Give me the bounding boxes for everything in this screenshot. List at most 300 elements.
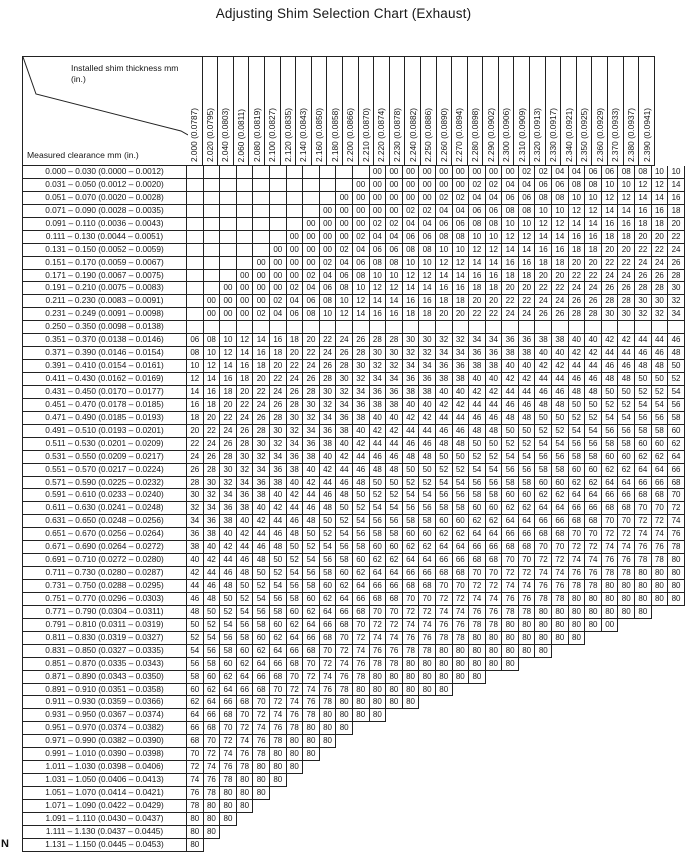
empty-cell — [253, 231, 270, 244]
shim-number-cell: 00 — [320, 205, 337, 218]
shim-number-cell: 64 — [220, 684, 237, 697]
shim-number-cell: 40 — [270, 489, 287, 502]
shim-number-cell: 56 — [270, 593, 287, 606]
shim-number-cell: 40 — [436, 386, 453, 399]
shim-number-cell: 72 — [220, 735, 237, 748]
shim-number-cell: 72 — [585, 541, 602, 554]
column-header — [638, 56, 655, 166]
shim-number-cell: 40 — [220, 528, 237, 541]
shim-number-cell: 10 — [320, 308, 337, 321]
shim-number-cell: 64 — [469, 528, 486, 541]
shim-number-cell: 14 — [569, 218, 586, 231]
shim-number-cell: 22 — [519, 295, 536, 308]
shim-number-cell: 04 — [270, 308, 287, 321]
shim-number-cell: 06 — [370, 244, 387, 257]
shim-number-cell: 28 — [635, 282, 652, 295]
shim-number-cell: 74 — [403, 619, 420, 632]
shim-number-cell: 78 — [469, 619, 486, 632]
shim-number-cell: 78 — [220, 774, 237, 787]
shim-number-cell: 00 — [386, 205, 403, 218]
shim-number-cell: 76 — [535, 580, 552, 593]
shim-number-cell: 70 — [453, 580, 470, 593]
table-row — [22, 321, 685, 334]
shim-number-cell: 70 — [469, 567, 486, 580]
shim-number-cell: 00 — [303, 257, 320, 270]
row-label: 0.711 – 0.730 (0.0280 – 0.0287) — [22, 567, 187, 580]
shim-number-cell: 80 — [652, 593, 669, 606]
shim-number-cell: 72 — [187, 761, 204, 774]
shim-number-cell: 68 — [204, 722, 221, 735]
shim-number-cell: 54 — [486, 464, 503, 477]
shim-number-cell: 46 — [386, 451, 403, 464]
shim-number-cell: 06 — [187, 334, 204, 347]
shim-number-cell: 20 — [635, 231, 652, 244]
shim-number-cell: 18 — [469, 282, 486, 295]
shim-number-cell: 12 — [519, 231, 536, 244]
shim-number-cell: 52 — [502, 438, 519, 451]
shim-number-cell: 58 — [237, 632, 254, 645]
shim-number-cell: 80 — [668, 580, 685, 593]
shim-number-cell: 72 — [453, 593, 470, 606]
shim-number-cell: 58 — [270, 606, 287, 619]
shim-number-cell: 54 — [419, 489, 436, 502]
shim-number-cell: 26 — [635, 270, 652, 283]
shim-number-cell: 36 — [187, 528, 204, 541]
shim-number-cell: 66 — [502, 528, 519, 541]
shim-number-cell: 56 — [253, 606, 270, 619]
shim-number-cell: 76 — [502, 593, 519, 606]
shim-number-cell: 06 — [585, 166, 602, 179]
shim-number-cell: 62 — [502, 502, 519, 515]
shim-number-cell: 78 — [585, 580, 602, 593]
measured-clearance-label: Measured clearance mm (in.) — [27, 150, 139, 160]
empty-cell — [353, 166, 370, 179]
shim-number-cell: 66 — [668, 464, 685, 477]
shim-number-cell: 42 — [569, 347, 586, 360]
column-header — [436, 56, 453, 166]
shim-number-cell: 36 — [486, 347, 503, 360]
shim-number-cell: 30 — [336, 373, 353, 386]
shim-number-cell: 18 — [220, 386, 237, 399]
shim-number-cell: 80 — [386, 671, 403, 684]
shim-number-cell: 32 — [668, 295, 685, 308]
shim-number-cell: 64 — [652, 464, 669, 477]
shim-number-cell: 30 — [320, 386, 337, 399]
shim-number-cell: 42 — [403, 412, 420, 425]
shim-number-cell: 44 — [635, 334, 652, 347]
shim-number-cell: 50 — [336, 502, 353, 515]
shim-number-cell: 46 — [535, 386, 552, 399]
shim-number-cell: 62 — [618, 464, 635, 477]
shim-number-cell: 46 — [585, 373, 602, 386]
shim-number-cell: 70 — [486, 567, 503, 580]
table-row — [22, 658, 685, 671]
shim-number-cell: 10 — [187, 360, 204, 373]
shim-number-cell: 14 — [585, 218, 602, 231]
shim-number-cell: 36 — [453, 360, 470, 373]
shim-number-cell: 08 — [336, 282, 353, 295]
empty-cell — [336, 179, 353, 192]
empty-cell — [585, 321, 602, 334]
shim-number-cell: 80 — [336, 722, 353, 735]
shim-number-cell: 62 — [253, 645, 270, 658]
row-label: 0.831 – 0.850 (0.0327 – 0.0335) — [22, 645, 187, 658]
shim-number-cell: 38 — [353, 412, 370, 425]
shim-number-cell: 12 — [552, 218, 569, 231]
shim-number-cell: 54 — [618, 412, 635, 425]
shim-number-cell: 04 — [569, 166, 586, 179]
shim-number-cell: 32 — [436, 334, 453, 347]
shim-number-cell: 50 — [519, 425, 536, 438]
shim-number-cell: 06 — [469, 205, 486, 218]
shim-number-cell: 72 — [303, 671, 320, 684]
row-label: 0.891 – 0.910 (0.0351 – 0.0358) — [22, 684, 187, 697]
shim-number-cell: 70 — [519, 554, 536, 567]
shim-number-cell: 44 — [486, 399, 503, 412]
shim-number-cell: 68 — [469, 554, 486, 567]
shim-number-cell: 68 — [386, 593, 403, 606]
empty-cell — [519, 321, 536, 334]
shim-number-cell: 14 — [353, 308, 370, 321]
shim-number-cell: 20 — [535, 270, 552, 283]
shim-number-cell: 50 — [486, 438, 503, 451]
shim-number-cell: 60 — [502, 489, 519, 502]
empty-cell — [652, 321, 669, 334]
shim-number-cell: 76 — [618, 554, 635, 567]
shim-number-cell: 10 — [652, 166, 669, 179]
shim-number-cell: 60 — [270, 619, 287, 632]
shim-number-cell: 14 — [618, 205, 635, 218]
shim-number-cell: 80 — [552, 606, 569, 619]
shim-number-cell: 36 — [303, 438, 320, 451]
shim-number-cell: 48 — [552, 399, 569, 412]
shim-number-cell: 52 — [204, 619, 221, 632]
shim-number-cell: 32 — [253, 451, 270, 464]
shim-number-cell: 66 — [585, 502, 602, 515]
shim-number-cell: 48 — [668, 347, 685, 360]
column-header — [233, 56, 250, 166]
column-header — [264, 56, 281, 166]
shim-number-cell: 18 — [502, 270, 519, 283]
shim-number-cell: 80 — [453, 645, 470, 658]
shim-number-cell: 00 — [419, 179, 436, 192]
shim-number-cell: 62 — [370, 554, 387, 567]
shim-number-cell: 44 — [652, 334, 669, 347]
shim-number-cell: 80 — [618, 593, 635, 606]
shim-number-cell: 28 — [652, 282, 669, 295]
empty-cell — [303, 166, 320, 179]
shim-number-cell: 50 — [386, 477, 403, 490]
shim-number-cell: 08 — [187, 347, 204, 360]
shim-number-cell: 08 — [386, 257, 403, 270]
shim-number-cell: 00 — [353, 192, 370, 205]
shim-number-cell: 04 — [403, 218, 420, 231]
shim-number-cell: 74 — [353, 645, 370, 658]
shim-number-cell: 76 — [220, 761, 237, 774]
shim-number-cell: 74 — [552, 567, 569, 580]
shim-number-cell: 14 — [237, 347, 254, 360]
empty-cell — [187, 270, 204, 283]
shim-number-cell: 26 — [220, 438, 237, 451]
shim-number-cell: 08 — [585, 179, 602, 192]
shim-number-cell: 02 — [336, 244, 353, 257]
shim-number-cell: 02 — [419, 205, 436, 218]
shim-number-cell: 14 — [535, 231, 552, 244]
shim-number-cell: 66 — [353, 593, 370, 606]
shim-number-cell: 66 — [370, 580, 387, 593]
shim-number-cell: 52 — [403, 477, 420, 490]
shim-number-cell: 74 — [602, 541, 619, 554]
shim-number-cell: 24 — [187, 451, 204, 464]
shim-number-cell: 16 — [502, 257, 519, 270]
shim-number-cell: 42 — [618, 334, 635, 347]
empty-cell — [204, 166, 221, 179]
row-label: 0.211 – 0.230 (0.0083 – 0.0091) — [22, 295, 187, 308]
shim-number-cell: 00 — [336, 218, 353, 231]
shim-number-cell: 12 — [585, 205, 602, 218]
shim-number-cell: 28 — [303, 386, 320, 399]
shim-number-cell: 14 — [502, 244, 519, 257]
column-header — [607, 56, 624, 166]
shim-number-cell: 76 — [287, 709, 304, 722]
shim-number-cell: 32 — [220, 477, 237, 490]
shim-number-cell: 80 — [585, 619, 602, 632]
shim-number-cell: 80 — [469, 632, 486, 645]
shim-number-cell: 26 — [303, 373, 320, 386]
shim-number-cell: 58 — [535, 464, 552, 477]
shim-number-cell: 32 — [453, 334, 470, 347]
shim-number-cell: 26 — [353, 334, 370, 347]
shim-number-cell: 00 — [436, 179, 453, 192]
shim-number-cell: 80 — [668, 593, 685, 606]
shim-number-cell: 56 — [618, 425, 635, 438]
shim-number-cell: 70 — [436, 580, 453, 593]
shim-number-cell: 52 — [187, 632, 204, 645]
shim-number-cell: 56 — [602, 425, 619, 438]
shim-number-cell: 54 — [469, 464, 486, 477]
shim-number-cell: 20 — [569, 257, 586, 270]
empty-cell — [204, 231, 221, 244]
shim-number-cell: 20 — [552, 270, 569, 283]
empty-cell — [253, 179, 270, 192]
shim-number-cell: 54 — [270, 580, 287, 593]
shim-number-cell: 24 — [287, 373, 304, 386]
shim-number-cell: 50 — [585, 399, 602, 412]
shim-number-cell: 80 — [403, 658, 420, 671]
shim-number-cell: 00 — [386, 179, 403, 192]
shim-number-cell: 80 — [635, 567, 652, 580]
shim-number-cell: 34 — [253, 464, 270, 477]
shim-number-cell: 78 — [668, 541, 685, 554]
shim-number-cell: 78 — [535, 593, 552, 606]
shim-number-cell: 22 — [320, 334, 337, 347]
shim-number-cell: 00 — [270, 244, 287, 257]
shim-number-cell: 40 — [187, 554, 204, 567]
shim-number-cell: 20 — [585, 257, 602, 270]
shim-number-cell: 52 — [270, 567, 287, 580]
shim-number-cell: 34 — [270, 451, 287, 464]
shim-number-cell: 00 — [403, 192, 420, 205]
shim-number-cell: 62 — [453, 528, 470, 541]
shim-number-cell: 08 — [552, 192, 569, 205]
shim-number-cell: 44 — [320, 477, 337, 490]
shim-number-cell: 58 — [519, 477, 536, 490]
shim-number-cell: 68 — [270, 671, 287, 684]
shim-number-cell: 18 — [519, 270, 536, 283]
shim-number-cell: 34 — [237, 477, 254, 490]
shim-number-cell: 30 — [253, 438, 270, 451]
row-label: 0.871 – 0.890 (0.0343 – 0.0350) — [22, 671, 187, 684]
shim-number-cell: 36 — [469, 347, 486, 360]
shim-number-cell: 66 — [253, 671, 270, 684]
shim-number-cell: 42 — [585, 347, 602, 360]
shim-number-cell: 46 — [668, 334, 685, 347]
shim-number-cell: 74 — [436, 606, 453, 619]
shim-number-cell: 06 — [552, 179, 569, 192]
empty-cell — [187, 192, 204, 205]
shim-number-cell: 72 — [519, 567, 536, 580]
column-header — [295, 56, 312, 166]
shim-number-cell: 64 — [668, 451, 685, 464]
shim-number-cell: 32 — [353, 373, 370, 386]
shim-number-cell: 40 — [552, 347, 569, 360]
row-label: 0.791 – 0.810 (0.0311 – 0.0319) — [22, 619, 187, 632]
shim-number-cell: 46 — [353, 464, 370, 477]
shim-number-cell: 66 — [552, 515, 569, 528]
shim-number-cell: 62 — [204, 684, 221, 697]
empty-cell — [237, 321, 254, 334]
table-row — [22, 709, 685, 722]
shim-number-cell: 54 — [635, 399, 652, 412]
shim-number-cell: 38 — [370, 399, 387, 412]
shim-number-cell: 46 — [370, 451, 387, 464]
column-header — [451, 56, 468, 166]
shim-number-cell: 72 — [469, 580, 486, 593]
shim-number-cell: 24 — [552, 295, 569, 308]
shim-number-cell: 22 — [535, 282, 552, 295]
shim-number-cell: 24 — [585, 282, 602, 295]
shim-number-cell: 50 — [237, 580, 254, 593]
shim-number-cell: 16 — [253, 347, 270, 360]
shim-number-cell: 26 — [535, 308, 552, 321]
shim-number-cell: 44 — [370, 438, 387, 451]
shim-number-cell: 20 — [486, 295, 503, 308]
column-header-label: 2.310 (0.0909) — [516, 108, 527, 162]
shim-number-cell: 80 — [502, 658, 519, 671]
shim-number-cell: 78 — [386, 658, 403, 671]
shim-number-cell: 50 — [436, 451, 453, 464]
shim-number-cell: 48 — [353, 477, 370, 490]
shim-number-cell: 18 — [453, 295, 470, 308]
shim-number-cell: 52 — [253, 580, 270, 593]
shim-number-cell: 66 — [469, 541, 486, 554]
shim-number-cell: 38 — [519, 347, 536, 360]
shim-number-cell: 36 — [353, 399, 370, 412]
shim-number-cell: 08 — [403, 244, 420, 257]
table-row — [22, 386, 685, 399]
shim-number-cell: 20 — [519, 282, 536, 295]
empty-cell — [270, 192, 287, 205]
shim-number-cell: 58 — [436, 502, 453, 515]
shim-number-cell: 80 — [419, 671, 436, 684]
shim-number-cell: 80 — [569, 632, 586, 645]
shim-number-cell: 14 — [220, 360, 237, 373]
shim-number-cell: 14 — [386, 295, 403, 308]
shim-number-cell: 66 — [486, 541, 503, 554]
shim-number-cell: 80 — [502, 619, 519, 632]
shim-number-cell: 12 — [635, 179, 652, 192]
shim-number-cell: 80 — [303, 735, 320, 748]
column-header-label: 2.260 (0.0890) — [438, 108, 449, 162]
shim-number-cell: 62 — [336, 580, 353, 593]
shim-number-cell: 80 — [253, 787, 270, 800]
shim-number-cell: 76 — [585, 567, 602, 580]
shim-number-cell: 54 — [370, 502, 387, 515]
shim-number-cell: 64 — [486, 528, 503, 541]
shim-number-cell: 50 — [370, 477, 387, 490]
shim-number-cell: 50 — [187, 619, 204, 632]
shim-number-cell: 44 — [204, 567, 221, 580]
shim-number-cell: 16 — [370, 308, 387, 321]
shim-number-cell: 00 — [353, 205, 370, 218]
shim-number-cell: 38 — [336, 425, 353, 438]
shim-number-cell: 48 — [469, 425, 486, 438]
shim-number-cell: 68 — [436, 567, 453, 580]
shim-number-cell: 56 — [303, 567, 320, 580]
shim-number-cell: 68 — [618, 502, 635, 515]
shim-number-cell: 62 — [569, 477, 586, 490]
shim-number-cell: 44 — [585, 360, 602, 373]
shim-number-cell: 80 — [618, 606, 635, 619]
shim-number-cell: 78 — [486, 619, 503, 632]
shim-number-cell: 62 — [419, 541, 436, 554]
shim-number-cell: 00 — [270, 257, 287, 270]
shim-number-cell: 10 — [602, 179, 619, 192]
shim-number-cell: 62 — [486, 515, 503, 528]
shim-number-cell: 00 — [453, 166, 470, 179]
shim-number-cell: 26 — [602, 282, 619, 295]
shim-number-cell: 60 — [220, 658, 237, 671]
table-row — [22, 645, 685, 658]
shim-number-cell: 62 — [469, 515, 486, 528]
shim-number-cell: 48 — [303, 515, 320, 528]
shim-number-cell: 76 — [419, 632, 436, 645]
shim-number-cell: 28 — [336, 360, 353, 373]
shim-number-cell: 72 — [602, 528, 619, 541]
shim-number-cell: 66 — [403, 567, 420, 580]
shim-number-cell: 38 — [320, 438, 337, 451]
shim-number-cell: 80 — [370, 671, 387, 684]
shim-number-cell: 62 — [270, 632, 287, 645]
shim-number-cell: 00 — [370, 179, 387, 192]
column-header — [389, 56, 406, 166]
shim-number-cell: 68 — [320, 632, 337, 645]
shim-number-cell: 42 — [187, 567, 204, 580]
shim-number-cell: 50 — [419, 464, 436, 477]
shim-number-cell: 46 — [552, 386, 569, 399]
shim-number-cell: 32 — [303, 412, 320, 425]
shim-number-cell: 10 — [502, 218, 519, 231]
shim-number-cell: 48 — [370, 464, 387, 477]
shim-number-cell: 22 — [270, 373, 287, 386]
shim-number-cell: 54 — [453, 477, 470, 490]
shim-number-cell: 28 — [187, 477, 204, 490]
shim-number-cell: 02 — [535, 166, 552, 179]
shim-number-cell: 64 — [569, 489, 586, 502]
row-label: 0.691 – 0.710 (0.0272 – 0.0280) — [22, 554, 187, 567]
shim-number-cell: 64 — [187, 709, 204, 722]
shim-number-cell: 00 — [320, 231, 337, 244]
